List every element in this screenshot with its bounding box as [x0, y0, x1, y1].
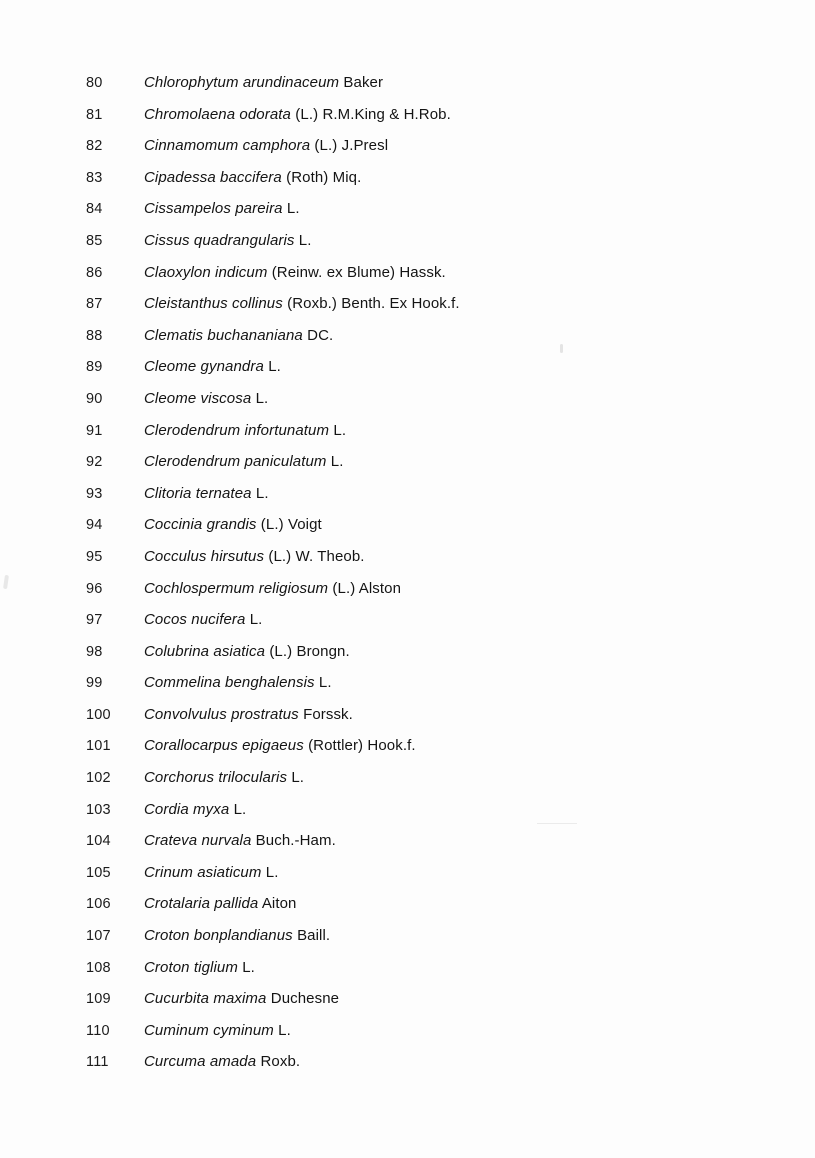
list-item — [86, 485, 746, 517]
list-item — [86, 390, 746, 422]
species-authority: (L.) W. Theob. — [268, 547, 365, 565]
species-name — [144, 264, 446, 281]
entry-number: 102 — [86, 770, 111, 787]
list-item — [86, 548, 746, 580]
species-binomial: Cinnamomum camphora — [144, 137, 311, 155]
list-item — [86, 990, 746, 1022]
species-name — [144, 169, 361, 186]
species-authority: L. — [291, 769, 305, 787]
species-authority: L. — [298, 231, 312, 249]
entry-number: 105 — [86, 864, 111, 881]
species-authority: Aiton — [261, 895, 297, 913]
species-binomial: Crateva nurvala — [144, 832, 252, 850]
entry-number: 88 — [86, 327, 103, 344]
list-item — [86, 74, 746, 106]
species-binomial: Cordia myxa — [144, 800, 230, 818]
species-binomial: Chlorophytum arundinaceum — [144, 74, 340, 91]
species-name — [144, 137, 388, 154]
species-binomial: Cleistanthus collinus — [144, 295, 283, 313]
species-binomial: Corchorus trilocularis — [144, 769, 288, 787]
entry-number: 106 — [86, 896, 111, 913]
species-name — [144, 1022, 291, 1039]
entry-number: 94 — [86, 517, 103, 534]
list-item — [86, 232, 746, 264]
list-item — [86, 801, 746, 833]
entry-number: 83 — [86, 169, 103, 186]
list-item — [86, 106, 746, 138]
list-item — [86, 1053, 746, 1085]
species-binomial: Cucurbita maxima — [144, 990, 267, 1008]
species-binomial: Croton tiglium — [144, 958, 238, 976]
entry-number: 110 — [86, 1022, 110, 1039]
species-binomial: Cocculus hirsutus — [144, 547, 265, 565]
entry-number: 81 — [86, 106, 103, 123]
list-item — [86, 611, 746, 643]
species-authority: (L.) R.M.King & H.Rob. — [295, 105, 451, 123]
species-name — [144, 769, 304, 786]
species-binomial: Cleome gynandra — [144, 358, 264, 376]
species-binomial: Colubrina asiatica — [144, 642, 266, 660]
list-item — [86, 832, 746, 864]
species-authority: Baill. — [297, 927, 331, 945]
species-authority: L. — [265, 863, 279, 881]
list-item — [86, 295, 746, 327]
species-binomial: Croton bonplandianus — [144, 927, 293, 945]
list-item — [86, 927, 746, 959]
entry-number: 109 — [86, 991, 111, 1008]
species-name — [144, 1053, 300, 1070]
species-authority: L. — [278, 1021, 291, 1039]
entry-number: 98 — [86, 643, 103, 660]
entry-number: 84 — [86, 201, 103, 218]
species-binomial: Cochlospermum religiosum — [144, 579, 329, 597]
species-name — [144, 232, 312, 249]
species-authority: (Reinw. ex Blume) Hassk. — [271, 263, 446, 281]
list-item — [86, 864, 746, 896]
species-authority: L. — [233, 800, 247, 818]
species-authority: L. — [330, 453, 344, 471]
species-authority: DC. — [307, 326, 334, 344]
list-item — [86, 580, 746, 612]
species-authority: (L.) Alston — [332, 579, 402, 597]
species-name — [144, 611, 262, 628]
entry-number: 89 — [86, 359, 103, 376]
species-binomial: Curcuma amada — [144, 1053, 257, 1071]
entry-number: 82 — [86, 138, 103, 155]
species-authority: Forssk. — [303, 705, 353, 723]
species-name — [144, 990, 339, 1007]
entry-number: 86 — [86, 264, 103, 281]
species-name — [144, 580, 401, 597]
entry-number: 97 — [86, 612, 103, 629]
entry-number: 93 — [86, 485, 103, 502]
species-name — [144, 895, 297, 912]
species-authority: L. — [242, 958, 255, 976]
species-binomial: Clitoria ternatea — [144, 484, 252, 502]
entry-number: 80 — [86, 75, 103, 91]
list-item — [86, 643, 746, 675]
list-item — [86, 706, 746, 738]
species-binomial: Clematis buchananiana — [144, 326, 303, 344]
species-list — [86, 74, 746, 1085]
species-name — [144, 295, 460, 312]
species-binomial: Cipadessa baccifera — [144, 168, 282, 186]
species-binomial: Cleome viscosa — [144, 389, 252, 407]
entry-number: 103 — [86, 801, 111, 818]
species-authority: Duchesne — [270, 990, 340, 1008]
list-item — [86, 264, 746, 296]
species-authority: L. — [286, 200, 300, 218]
species-authority: Buch.-Ham. — [255, 832, 336, 850]
species-binomial: Cissampelos pareira — [144, 200, 283, 218]
species-name — [144, 643, 350, 660]
species-authority: Roxb. — [260, 1053, 301, 1071]
species-name — [144, 516, 322, 533]
scan-artifact-speck — [3, 575, 9, 589]
species-authority: L. — [333, 421, 347, 439]
list-item — [86, 453, 746, 485]
species-binomial: Cuminum cyminum — [144, 1021, 274, 1039]
species-name — [144, 927, 330, 944]
species-name — [144, 485, 269, 502]
species-authority: Baker — [343, 74, 384, 91]
species-name — [144, 106, 451, 123]
species-name — [144, 801, 246, 818]
species-binomial: Crinum asiaticum — [144, 863, 262, 881]
entry-number: 91 — [86, 422, 103, 439]
entry-number: 100 — [86, 706, 111, 723]
species-name — [144, 674, 332, 691]
entry-number: 90 — [86, 390, 103, 407]
list-item — [86, 169, 746, 201]
list-item — [86, 516, 746, 548]
entry-number: 108 — [86, 959, 111, 976]
entry-number: 92 — [86, 454, 103, 471]
species-name — [144, 200, 300, 217]
species-authority: (Roxb.) Benth. Ex Hook.f. — [287, 295, 460, 313]
species-authority: L. — [318, 674, 332, 692]
species-authority: L. — [268, 358, 281, 376]
list-item — [86, 200, 746, 232]
entry-number: 95 — [86, 548, 103, 565]
species-authority: L. — [255, 389, 269, 407]
list-item — [86, 895, 746, 927]
species-name — [144, 390, 268, 407]
species-binomial: Cocos nucifera — [144, 611, 246, 629]
entry-number: 111 — [86, 1054, 109, 1071]
list-item — [86, 1022, 746, 1054]
species-name — [144, 453, 344, 470]
species-binomial: Commelina benghalensis — [144, 674, 315, 692]
species-authority: (L.) Voigt — [260, 516, 322, 534]
species-binomial: Clerodendrum infortunatum — [144, 421, 330, 439]
list-item — [86, 327, 746, 359]
species-authority: (L.) J.Presl — [314, 137, 389, 155]
species-authority: (L.) Brongn. — [269, 642, 350, 660]
list-item — [86, 674, 746, 706]
species-authority: (Rottler) Hook.f. — [308, 737, 416, 755]
species-name — [144, 422, 346, 439]
entry-number: 107 — [86, 928, 111, 945]
list-item — [86, 358, 746, 390]
species-name — [144, 737, 416, 754]
species-binomial: Convolvulus prostratus — [144, 705, 299, 723]
entry-number: 104 — [86, 833, 111, 850]
species-binomial: Chromolaena odorata — [144, 105, 291, 123]
species-authority: (Roth) Miq. — [286, 168, 362, 186]
species-binomial: Cissus quadrangularis — [144, 231, 295, 249]
species-binomial: Claoxylon indicum — [144, 263, 268, 281]
species-name — [144, 548, 365, 565]
species-binomial: Corallocarpus epigaeus — [144, 737, 304, 755]
entry-number: 99 — [86, 675, 103, 692]
species-binomial: Coccinia grandis — [144, 516, 257, 534]
list-item — [86, 137, 746, 169]
species-authority: L. — [249, 611, 263, 629]
species-binomial: Crotalaria pallida — [144, 895, 259, 913]
list-item — [86, 959, 746, 991]
list-item — [86, 737, 746, 769]
list-item — [86, 422, 746, 454]
species-name — [144, 74, 383, 91]
species-binomial: Clerodendrum paniculatum — [144, 453, 327, 471]
species-authority: L. — [255, 484, 269, 502]
entry-number: 96 — [86, 580, 103, 597]
entry-number: 85 — [86, 232, 103, 249]
species-name — [144, 959, 255, 976]
entry-number: 87 — [86, 296, 103, 313]
species-name — [144, 864, 278, 881]
species-name — [144, 358, 281, 375]
species-name — [144, 327, 333, 344]
list-item — [86, 769, 746, 801]
species-name — [144, 706, 353, 723]
species-name — [144, 832, 336, 849]
entry-number: 101 — [86, 738, 111, 755]
